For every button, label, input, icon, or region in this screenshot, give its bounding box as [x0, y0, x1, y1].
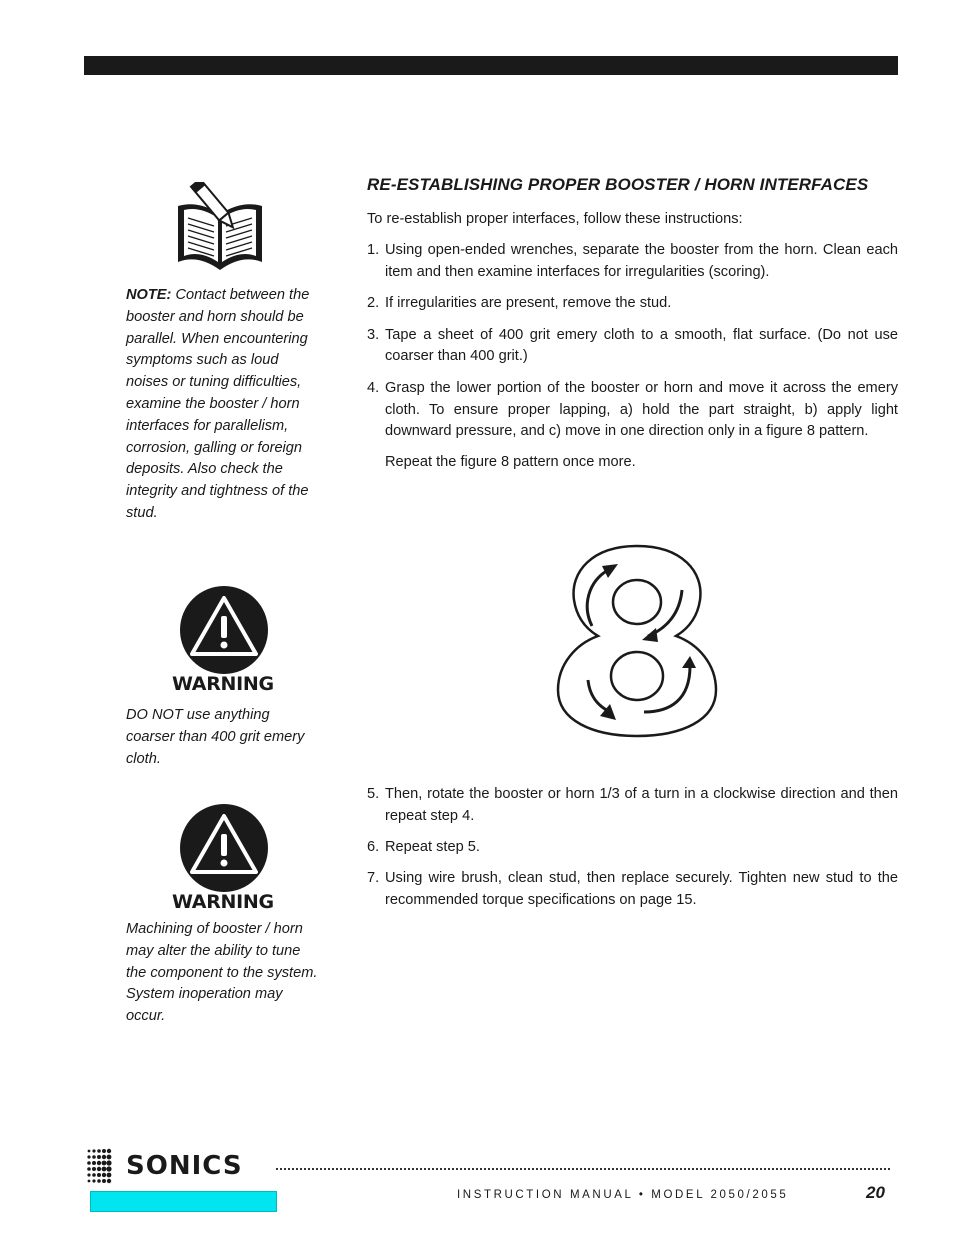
- list-item: [367, 325, 898, 369]
- step-number: 2.: [367, 295, 380, 312]
- steps-continued: [367, 775, 898, 912]
- warning-text: DO NOT use anything coarser than 400 grit emery cloth.: [126, 707, 305, 767]
- note-label: NOTE:: [126, 287, 172, 303]
- footer-divider: [276, 1168, 890, 1170]
- section-title: RE-ESTABLISHING PROPER BOOSTER / HORN INTERFACES: [367, 175, 869, 194]
- list-item: [367, 293, 898, 315]
- warning-label: WARNING: [172, 891, 274, 913]
- steps-list: [367, 240, 898, 443]
- steps-list: [367, 784, 898, 912]
- footer-caption: INSTRUCTION MANUAL • MODEL 2050/2055: [457, 1189, 789, 1201]
- step-text: Tape a sheet of 400 grit emery cloth to a smooth, flat surface. (Do not use coarser than 400 grit.): [385, 326, 898, 365]
- note-text: [126, 285, 322, 525]
- step-text: If irregularities are present, remove the stud.: [385, 295, 672, 312]
- brand-name: SONICS: [126, 1151, 243, 1181]
- step-text: Then, rotate the booster or horn 1/3 of a turn in a clockwise direction and then repeat step 4.: [385, 786, 898, 824]
- list-item: [367, 784, 898, 828]
- intro-text: To re-establish proper interfaces, follow these instructions:: [367, 211, 743, 227]
- accent-bar: [90, 1191, 277, 1212]
- note-book-icon: [170, 182, 270, 278]
- warning-text: Machining of booster / horn may alter the ability to tune the component to the system. System inoperation may occur.: [126, 921, 318, 1025]
- main-content: [367, 175, 898, 474]
- figure-eight-diagram: [552, 540, 722, 740]
- logo-dots-icon: [86, 1148, 116, 1188]
- warning-label: WARNING: [172, 673, 274, 695]
- step-text: Grasp the lower portion of the booster or horn and move it across the emery cloth. To ensure proper lapping, a) hold the part straight, b) apply light downward pressure, and c) move in one direction only in a figure 8 pattern.: [385, 379, 898, 440]
- list-item: [367, 378, 898, 443]
- step-number: 1.: [367, 242, 380, 259]
- note-body: Contact between the booster and horn should be parallel. When encountering symptoms such as loud noises or tuning difficulties, examine the booster / horn interfaces for parallelism, corrosion, galling or foreign deposits. Also check the integrity and tightness of the stud.: [126, 287, 310, 521]
- repeat-note: Repeat the figure 8 pattern once more.: [385, 454, 636, 471]
- list-item: [367, 868, 898, 912]
- step-number: 6.: [367, 839, 380, 856]
- step-number: 5.: [367, 786, 380, 802]
- list-item: [367, 837, 898, 859]
- header-bar: [84, 56, 898, 75]
- step-text: Using open-ended wrenches, separate the booster from the horn. Clean each item and then examine interfaces for irregularities (scoring).: [385, 242, 898, 281]
- step-number: 3.: [367, 326, 380, 343]
- page-number: 20: [866, 1183, 885, 1202]
- step-text: Using wire brush, clean stud, then replace securely. Tighten new stud to the recommended torque specifications on page 15.: [385, 870, 898, 909]
- sonics-logo: [86, 1148, 276, 1188]
- list-item: [367, 240, 898, 284]
- step-number: 4.: [367, 379, 380, 396]
- step-number: 7.: [367, 870, 380, 887]
- step-text: Repeat step 5.: [385, 839, 480, 856]
